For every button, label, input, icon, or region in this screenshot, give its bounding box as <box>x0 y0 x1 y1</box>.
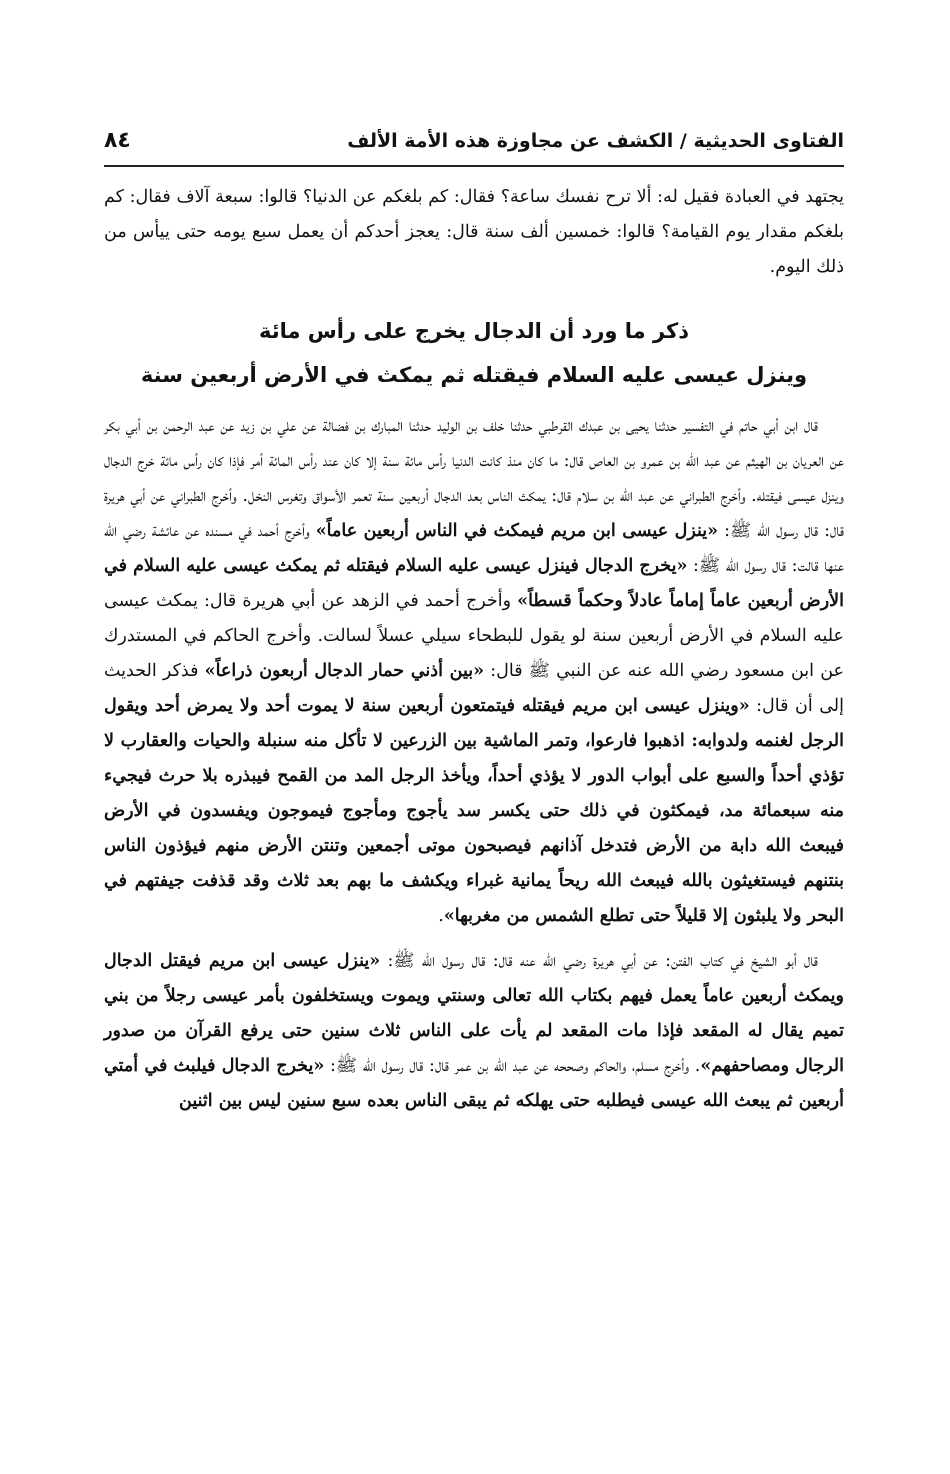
header-divider <box>104 165 844 167</box>
hadith-quote: «ينزل عيسى ابن مريم فيمكث في الناس أربعين عاماً» <box>315 521 719 541</box>
narration-text: فذكر الحديث إلى أن قال: <box>104 661 844 716</box>
hadith-quote: «بين أذني حمار الدجال أربعون ذراعاً» <box>204 661 485 681</box>
narration-text: وأخرج أحمد في الزهد عن أبي هريرة قال: يمكث عيسى عليه السلام في الأرض أربعين سنة لو يقول للبطحاء سيلي عسلاً لسالت. وأخرج الحاكم في المستدرك عن ابن مسعود رضي الله عنه عن النبي ﷺ قال: <box>104 591 844 681</box>
running-title: الفتاوى الحديثية / الكشف عن مجاوزة هذه الأمة الألف <box>347 130 844 152</box>
page-number: ٨٤ <box>104 128 131 153</box>
narration-text: قال ابن أبي حاتم في التفسير حدثنا يحيى بن عبدك القرطبي حدثنا خلف بن الوليد حدثنا المبارك بن فضالة عن علي بن زيد عن عبد الرحمن بن أبي بكر عن العريان بن الهيثم عن عبد الله بن عمرو بن العاص قال: ما كان منذ كانت الدنيا رأس مائة سنة إلا كان عند رأس المائة أمر فإذا كان رأس مائة خرج الدجال وينزل عيسى فيقتله. وأخرج الطبراني عن عبد الله بن سلام قال: يمكث الناس بعد الدجال أربعين سنة تعمر الأسواق وتغرس النخل. وأخرج الطبراني عن أبي هريرة قال: قال رسول الله ﷺ: <box>104 416 844 541</box>
hadith-quote: «يخرج الدجال فينزل عيسى عليه السلام فيقتله ثم يمكث عيسى عليه السلام في الأرض أربعين عاماً إماماً عادلاً وحكماً قسطاً» <box>104 556 844 611</box>
running-header <box>104 126 844 162</box>
narration-text: . <box>438 906 444 926</box>
section-heading <box>104 309 844 397</box>
paragraph-gap <box>104 934 844 944</box>
hadith-quote: «وينزل عيسى ابن مريم فيقتله فيتمتعون أربعين سنة لا يموت أحد ولا يمرض أحد ويقول الرجل لغنمه ولدوابه: اذهبوا فارعوا، وتمر الماشية بين الزرعين لا تأكل منه سنبلة والحيات والعقارب لا تؤذي أحداً والسبع على أبواب الدور لا يؤذي أحداً، ويأخذ الرجل المد من القمح فيبذره بلا حرث فيجيء منه سبعمائة مد، فيمكثون في ذلك حتى يكسر سد يأجوج ومأجوج فيموجون ويفسدون في الأرض فيبعث الله دابة من الأرض فتدخل آذانهم فيصبحون موتى أجمعين وتنتن الأرض منهم فيؤذون الناس بنتنهم فيستغيثون بالله فيبعث الله ريحاً يمانية غبراء ويكشف ما بهم بعد ثلاث وقد قذفت جيفتهم في البحر ولا يلبثون إلا قليلاً حتى تطلع الشمس من مغربها» <box>104 696 844 926</box>
body-paragraph-1 <box>104 409 844 934</box>
intro-paragraph: يجتهد في العبادة فقيل له: ألا ترح نفسك ساعة؟ فقال: كم بلغكم عن الدنيا؟ قالوا: سبعة آلاف فقال: كم بلغكم مقدار يوم القيامة؟ قالوا: خمسين ألف سنة قال: يعجز أحدكم أن يعمل سبع يومه حتى ييأس من ذلك اليوم. <box>104 187 844 277</box>
section-heading-line-1: ذكر ما ورد أن الدجال يخرج على رأس مائة <box>258 319 690 343</box>
page-body <box>104 180 844 1119</box>
narration-text: . وأخرج مسلم، والحاكم وصححه عن عبد الله بن عمر قال: قال رسول الله ﷺ: <box>324 1056 701 1076</box>
narration-text: قال أبو الشيخ في كتاب الفتن: عن أبي هريرة رضي الله عنه قال: قال رسول الله ﷺ: <box>380 951 818 971</box>
hadith-quote: «ينزل عيسى ابن مريم فيقتل الدجال ويمكث أربعين عاماً يعمل فيهم بكتاب الله تعالى وسنتي ويموت ويستخلفون بأمر عيسى رجلاً من بني تميم يقال له المقعد فإذا مات المقعد لم يأت على الناس ثلاث سنين حتى يرفع القرآن من صدور الرجال ومصاحفهم» <box>104 951 844 1076</box>
body-paragraph-2 <box>104 944 844 1119</box>
section-heading-line-2: وينزل عيسى عليه السلام فيقتله ثم يمكث في الأرض أربعين سنة <box>140 363 808 387</box>
narration-text: وأخرج أحمد في مسنده عن عائشة رضي الله عنها قالت: قال رسول الله ﷺ: <box>104 521 845 576</box>
hadith-quote: «يخرج الدجال فيلبث في أمتي أربعين ثم يبعث الله عيسى فيطلبه حتى يهلكه ثم يبقى الناس بعده سبع سنين ليس بين اثنين <box>104 1056 844 1111</box>
